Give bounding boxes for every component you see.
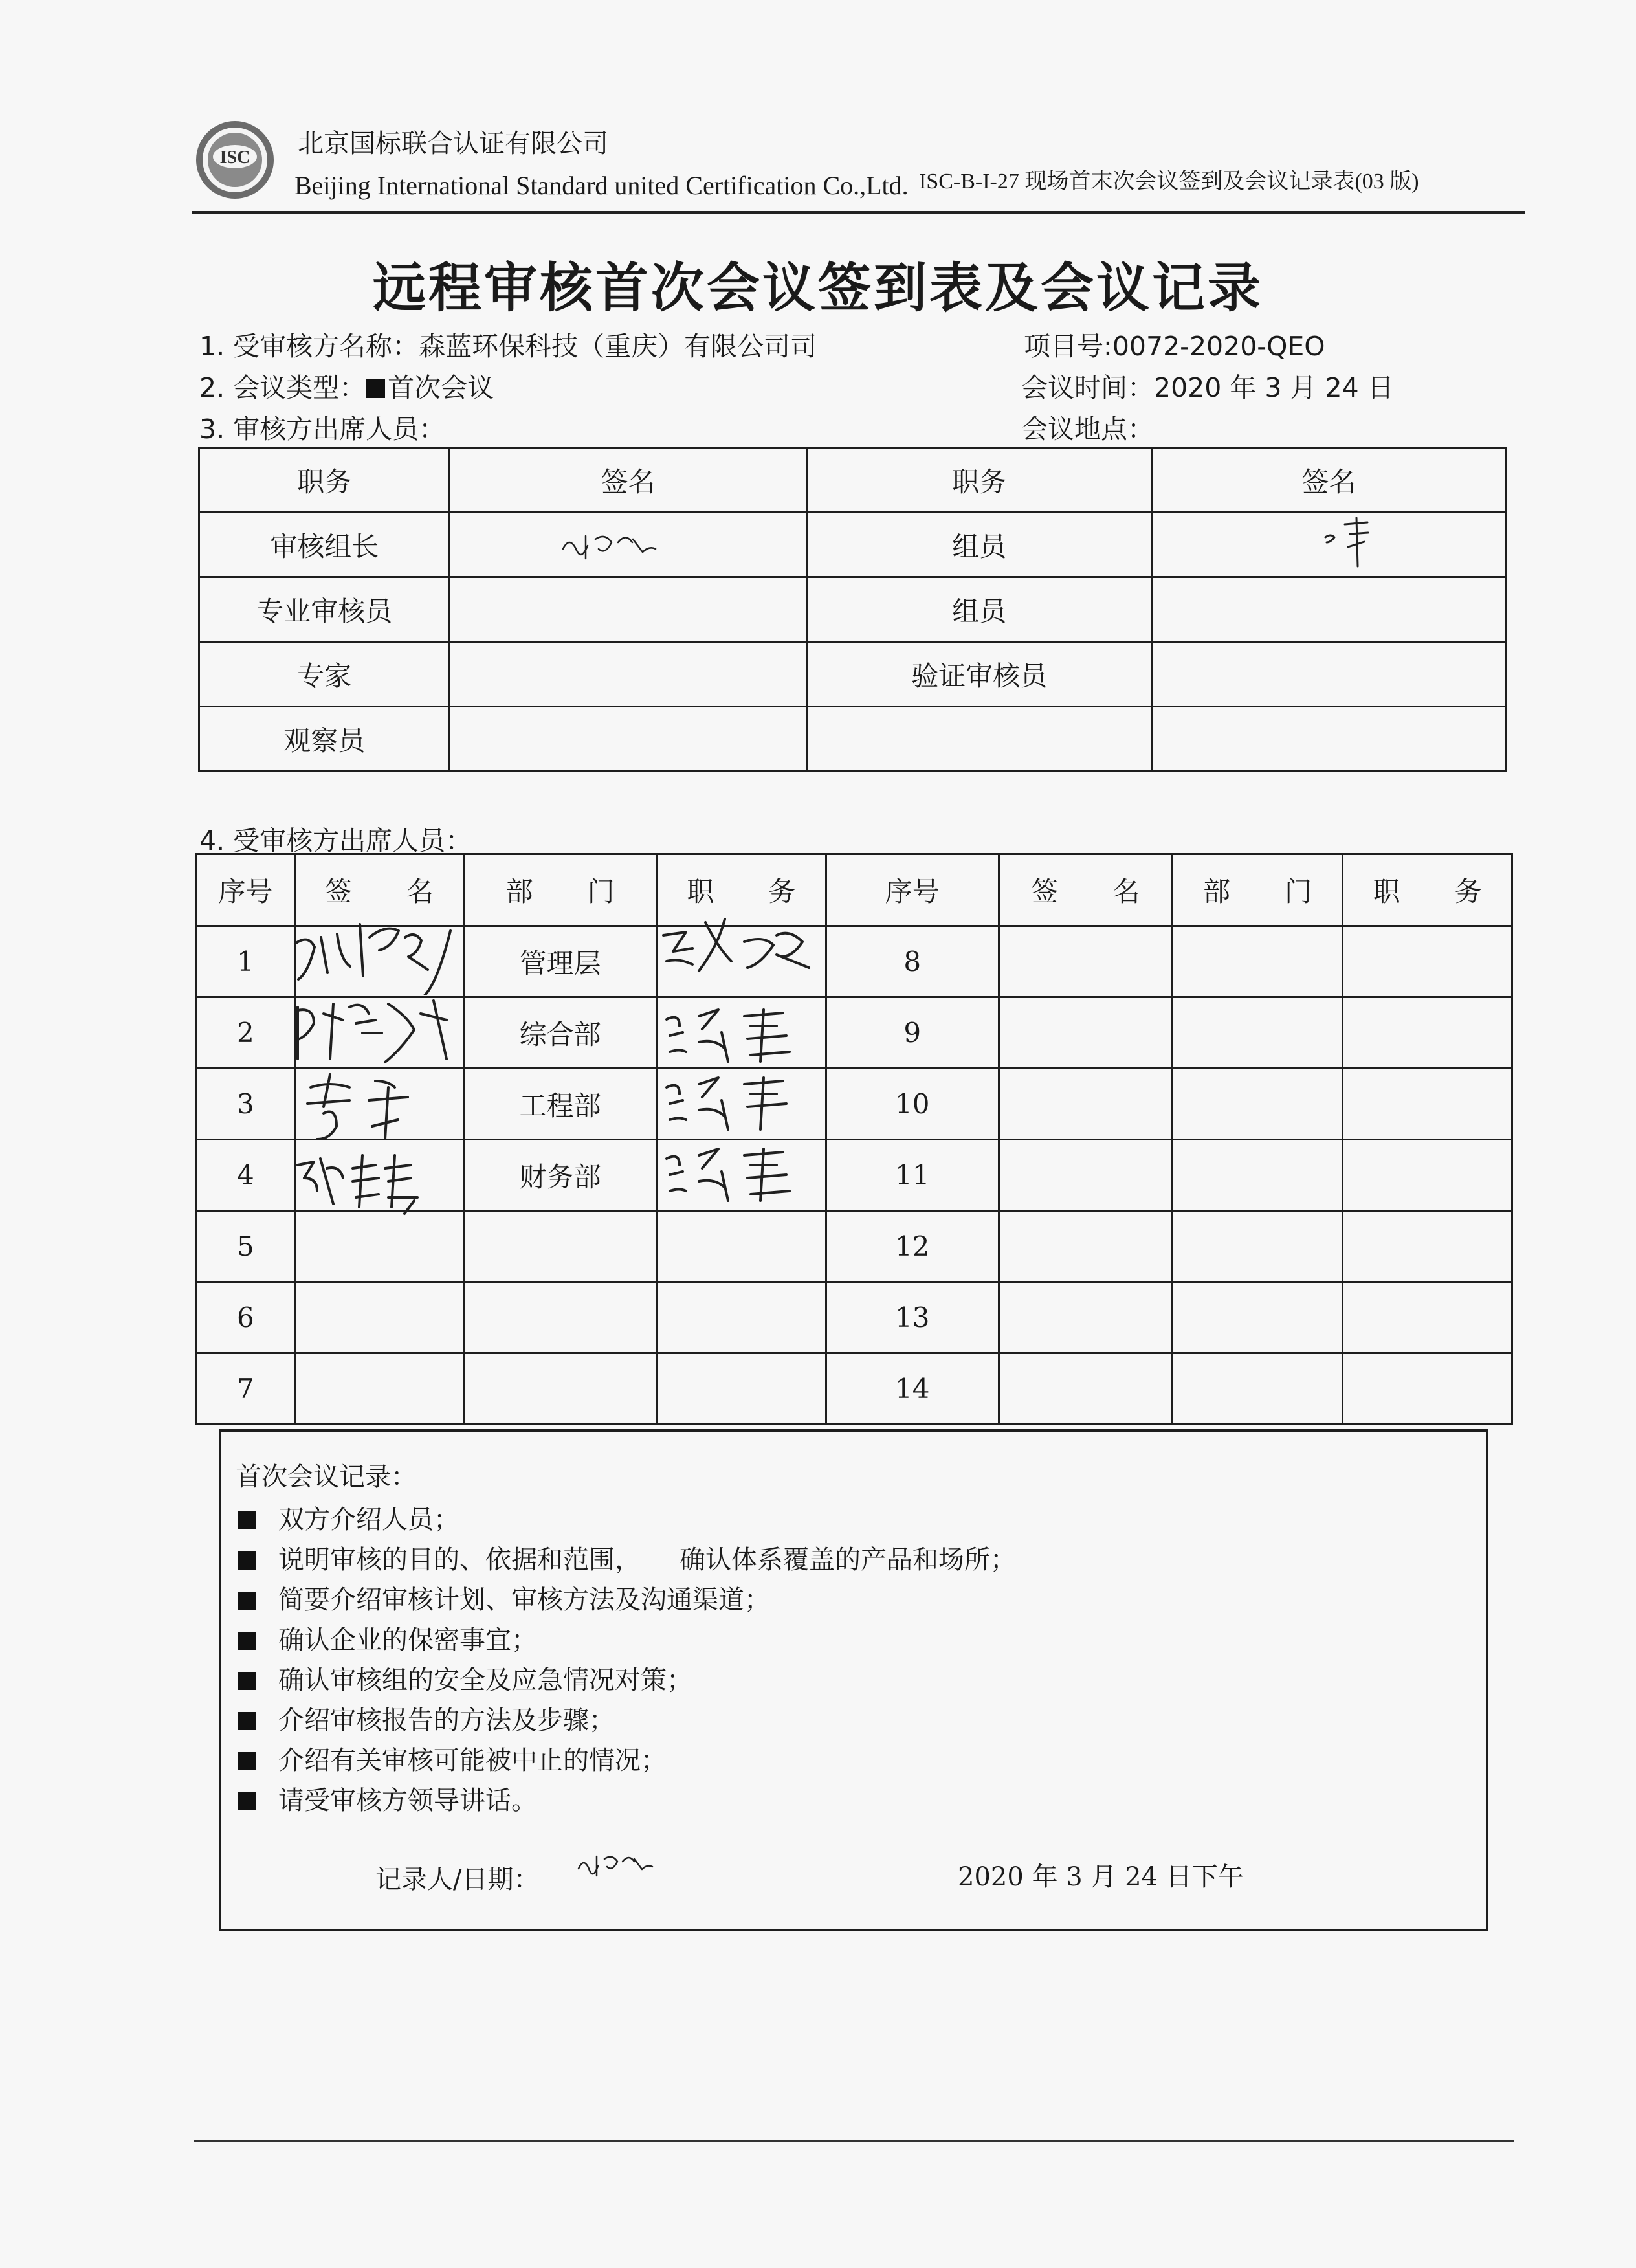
auditee-name-value: 森蓝环保科技（重庆）有限公司司 bbox=[419, 331, 817, 362]
signature-cell bbox=[1152, 707, 1505, 772]
column-header: 部 门 bbox=[464, 854, 657, 926]
auditor-attendees-label: 3. 审核方出席人员： bbox=[199, 414, 446, 445]
column-header: 签名 bbox=[450, 448, 806, 513]
role-cell: 组员 bbox=[806, 577, 1152, 642]
isc-logo bbox=[193, 118, 277, 202]
record-item: 简要介绍审核计划、审核方法及沟通渠道； bbox=[238, 1579, 770, 1616]
footer-divider bbox=[194, 2140, 1514, 2142]
handwritten-signature bbox=[573, 1846, 658, 1891]
meeting-time-line bbox=[1021, 366, 1394, 405]
role-cell bbox=[806, 707, 1152, 772]
row-number: 14 bbox=[826, 1353, 999, 1425]
checked-box-icon bbox=[238, 1632, 256, 1650]
signature-cell bbox=[999, 1069, 1173, 1140]
department-cell bbox=[1172, 1211, 1343, 1282]
signature-cell bbox=[999, 926, 1173, 997]
position-cell bbox=[656, 1211, 826, 1282]
department-cell: 财务部 bbox=[464, 1140, 657, 1211]
svg-text:ISC: ISC bbox=[219, 148, 250, 168]
meeting-type-value: 首次会议 bbox=[388, 372, 494, 403]
table-row bbox=[197, 1211, 1512, 1282]
company-name-cn: 北京国标联合认证有限公司 bbox=[298, 129, 608, 159]
auditee-name-line bbox=[199, 325, 817, 363]
role-cell: 观察员 bbox=[199, 707, 450, 772]
column-header: 职 务 bbox=[1343, 854, 1512, 926]
signature-cell bbox=[1152, 642, 1505, 707]
record-item: 请受审核方领导讲话。 bbox=[238, 1780, 537, 1817]
department-cell bbox=[1172, 1140, 1343, 1211]
handwritten-signature bbox=[660, 1068, 802, 1139]
column-header: 序号 bbox=[826, 854, 999, 926]
position-cell bbox=[1343, 1140, 1512, 1211]
signature-cell bbox=[450, 707, 806, 772]
position-cell bbox=[1343, 926, 1512, 997]
checked-box-icon bbox=[238, 1792, 256, 1810]
handwritten-signature bbox=[289, 911, 483, 995]
record-date: 2020 年 3 月 24 日下午 bbox=[958, 1862, 1244, 1892]
role-cell: 专家 bbox=[199, 642, 450, 707]
auditee-attendees-label: 4. 受审核方出席人员： bbox=[199, 825, 472, 856]
row-number: 2 bbox=[197, 997, 295, 1069]
signature-cell bbox=[999, 1282, 1173, 1353]
handwritten-signature bbox=[654, 909, 822, 994]
signature-cell bbox=[294, 1211, 464, 1282]
project-number-label: 项目号: bbox=[1024, 331, 1112, 362]
handwritten-signature bbox=[298, 1068, 427, 1146]
column-header: 签 名 bbox=[999, 854, 1173, 926]
department-cell: 工程部 bbox=[464, 1069, 657, 1140]
position-cell bbox=[656, 1282, 826, 1353]
signature-cell bbox=[999, 1140, 1173, 1211]
signature-cell bbox=[294, 1282, 464, 1353]
form-code: ISC-B-I-27 现场首末次会议签到及会议记录表(03 版) bbox=[919, 170, 1419, 194]
column-header: 职务 bbox=[806, 448, 1152, 513]
table-row bbox=[199, 642, 1506, 707]
record-title: 首次会议记录： bbox=[236, 1462, 417, 1492]
record-item: 介绍审核报告的方法及步骤； bbox=[238, 1700, 615, 1737]
row-number: 9 bbox=[826, 997, 999, 1069]
department-cell bbox=[464, 1353, 657, 1425]
meeting-type-label: 2. 会议类型： bbox=[199, 372, 366, 403]
row-number: 3 bbox=[197, 1069, 295, 1140]
column-header: 职务 bbox=[199, 448, 450, 513]
department-cell bbox=[464, 1282, 657, 1353]
signature-cell bbox=[294, 1353, 464, 1425]
position-cell bbox=[656, 1353, 826, 1425]
checked-box-icon bbox=[238, 1551, 256, 1570]
record-item: 说明审核的目的、依据和范围， 确认体系覆盖的产品和场所； bbox=[238, 1539, 1016, 1576]
position-cell bbox=[1343, 1353, 1512, 1425]
department-cell bbox=[1172, 1353, 1343, 1425]
project-number-line bbox=[1024, 325, 1325, 363]
handwritten-signature bbox=[291, 1146, 453, 1217]
meeting-type-line bbox=[199, 366, 494, 405]
row-number: 1 bbox=[197, 926, 295, 997]
checked-box-icon bbox=[238, 1752, 256, 1770]
row-number: 4 bbox=[197, 1140, 295, 1211]
department-cell bbox=[464, 1211, 657, 1282]
row-number: 11 bbox=[826, 1140, 999, 1211]
column-header: 签 名 bbox=[294, 854, 464, 926]
handwritten-signature bbox=[285, 994, 479, 1072]
meeting-record-box bbox=[219, 1429, 1488, 1931]
position-cell bbox=[1343, 1211, 1512, 1282]
table-row bbox=[197, 1353, 1512, 1425]
table-row bbox=[197, 1282, 1512, 1353]
table-row bbox=[199, 513, 1506, 577]
project-number-value: 0072-2020-QEO bbox=[1112, 331, 1325, 362]
department-cell bbox=[1172, 1282, 1343, 1353]
handwritten-signature bbox=[660, 1000, 809, 1071]
header-divider bbox=[192, 211, 1525, 214]
company-name-en: Beijing International Standard united Certification Co.,Ltd. bbox=[294, 171, 909, 200]
position-cell bbox=[1343, 1282, 1512, 1353]
role-cell: 组员 bbox=[806, 513, 1152, 577]
signature-cell bbox=[999, 997, 1173, 1069]
checked-box-icon bbox=[238, 1672, 256, 1690]
department-cell bbox=[1172, 997, 1343, 1069]
column-header: 序号 bbox=[197, 854, 295, 926]
role-cell: 验证审核员 bbox=[806, 642, 1152, 707]
handwritten-signature bbox=[660, 1139, 802, 1210]
document-title: 远程审核首次会议签到表及会议记录 bbox=[372, 258, 1263, 319]
recorder-label: 记录人/日期： bbox=[375, 1865, 540, 1895]
role-cell: 专业审核员 bbox=[199, 577, 450, 642]
role-cell: 审核组长 bbox=[199, 513, 450, 577]
signature-cell bbox=[1152, 577, 1505, 642]
record-item: 介绍有关审核可能被中止的情况； bbox=[238, 1740, 667, 1777]
position-cell bbox=[1343, 1069, 1512, 1140]
signature-cell bbox=[450, 642, 806, 707]
meeting-time-value: 2020 年 3 月 24 日 bbox=[1154, 372, 1394, 403]
record-item: 双方介绍人员； bbox=[238, 1499, 459, 1536]
row-number: 10 bbox=[826, 1069, 999, 1140]
department-cell: 管理层 bbox=[464, 926, 657, 997]
row-number: 8 bbox=[826, 926, 999, 997]
row-number: 13 bbox=[826, 1282, 999, 1353]
auditor-attendance-table bbox=[198, 447, 1507, 772]
record-item: 确认审核组的安全及应急情况对策； bbox=[238, 1660, 692, 1696]
column-header: 职 务 bbox=[656, 854, 826, 926]
row-number: 5 bbox=[197, 1211, 295, 1282]
department-cell bbox=[1172, 926, 1343, 997]
checked-box-icon bbox=[238, 1712, 256, 1730]
handwritten-signature bbox=[1319, 511, 1377, 570]
signature-cell bbox=[999, 1353, 1173, 1425]
record-item: 确认企业的保密事宜； bbox=[238, 1619, 537, 1656]
table-row bbox=[199, 577, 1506, 642]
handwritten-signature bbox=[557, 523, 660, 568]
checked-box-icon bbox=[238, 1511, 256, 1529]
column-header: 签名 bbox=[1152, 448, 1505, 513]
signature-cell bbox=[450, 577, 806, 642]
auditee-name-label: 1. 受审核方名称： bbox=[199, 331, 419, 362]
signature-cell bbox=[999, 1211, 1173, 1282]
meeting-place-label: 会议地点： bbox=[1021, 414, 1154, 445]
department-cell bbox=[1172, 1069, 1343, 1140]
table-header-row bbox=[199, 448, 1506, 513]
row-number: 7 bbox=[197, 1353, 295, 1425]
row-number: 12 bbox=[826, 1211, 999, 1282]
row-number: 6 bbox=[197, 1282, 295, 1353]
position-cell bbox=[1343, 997, 1512, 1069]
checked-box-icon bbox=[238, 1592, 256, 1610]
meeting-time-label: 会议时间： bbox=[1021, 372, 1154, 403]
column-header: 部 门 bbox=[1172, 854, 1343, 926]
department-cell: 综合部 bbox=[464, 997, 657, 1069]
checked-box-icon bbox=[366, 379, 385, 398]
table-row bbox=[199, 707, 1506, 772]
